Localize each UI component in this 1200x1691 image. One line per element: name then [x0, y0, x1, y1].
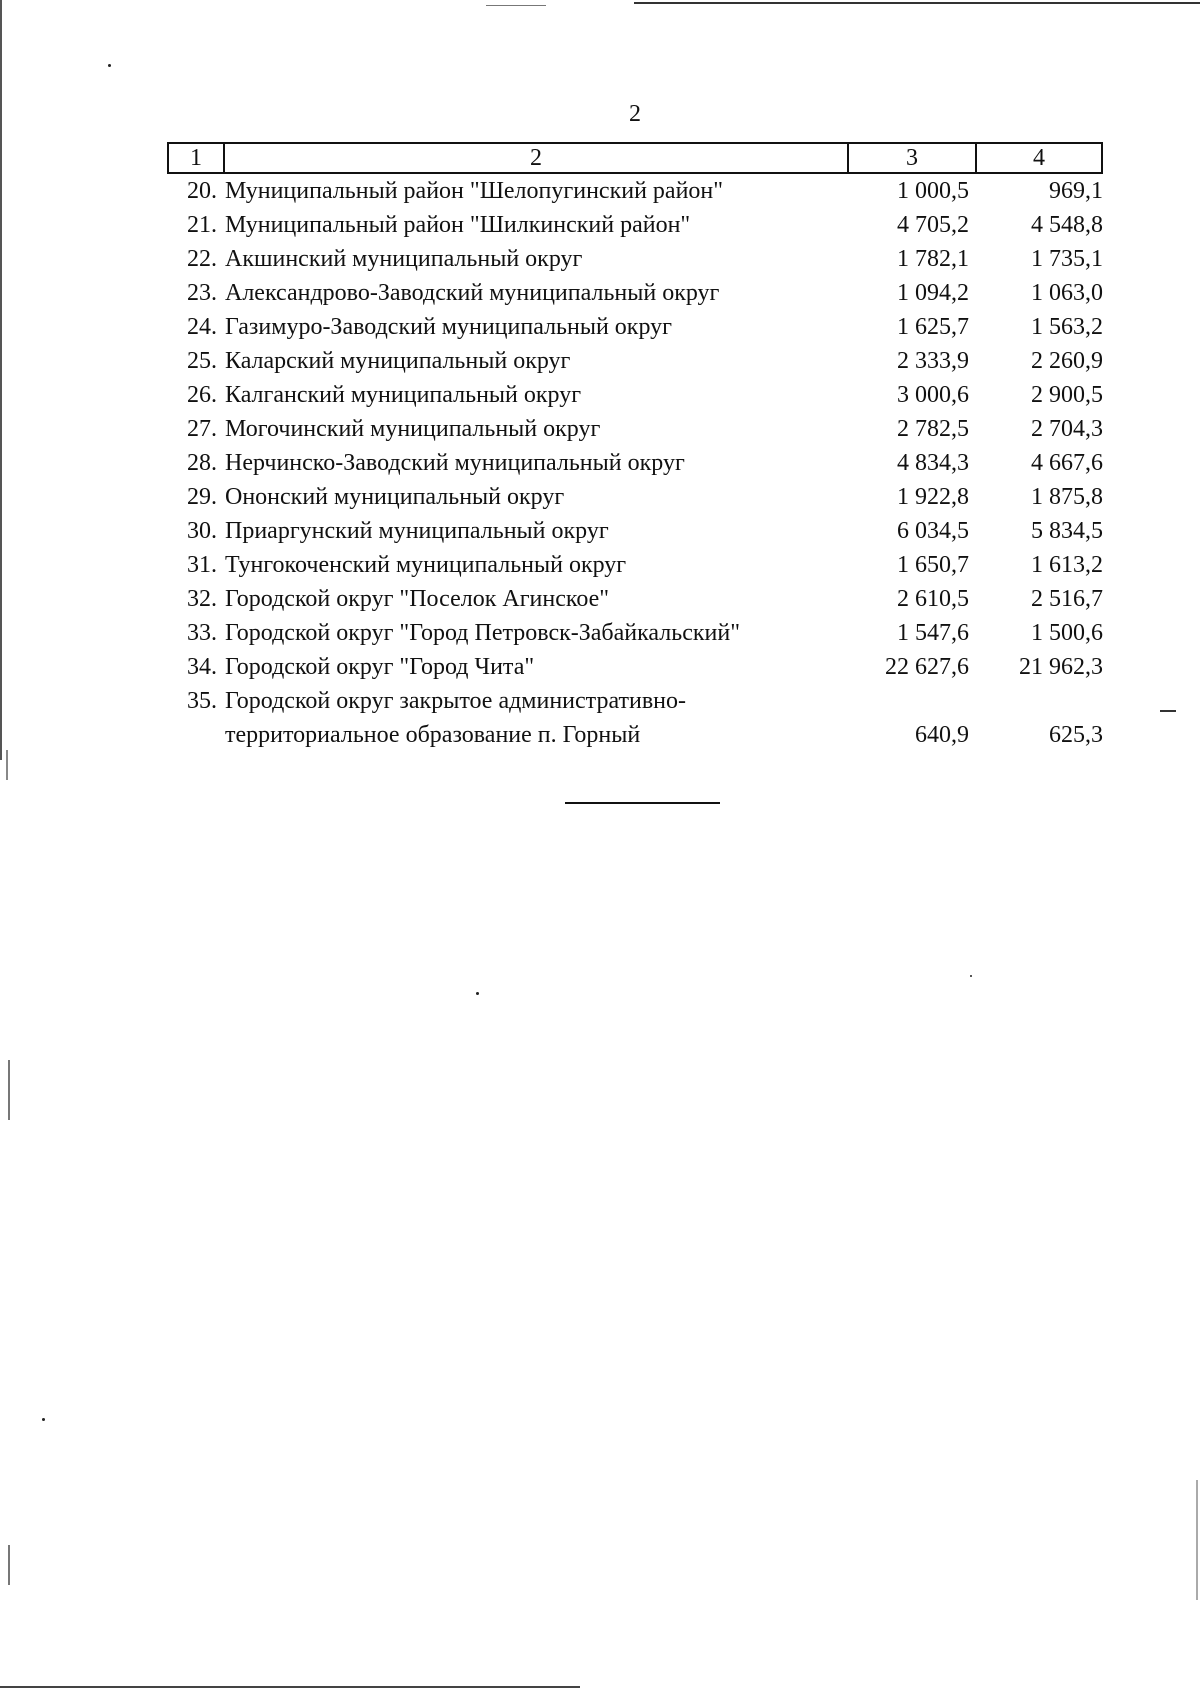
municipality-name: Муниципальный район "Шилкинский район" — [225, 212, 691, 238]
row-number: 30. — [187, 518, 217, 544]
value-column-3: 3 000,6 — [897, 382, 969, 408]
municipality-name: Газимуро-Заводский муниципальный округ — [225, 314, 672, 340]
scan-edge-line — [8, 1545, 10, 1585]
value-column-3: 2 782,5 — [897, 416, 969, 442]
table-header — [167, 142, 1103, 174]
table-row — [167, 242, 1103, 276]
row-number: 20. — [187, 178, 217, 204]
table-row — [167, 378, 1103, 412]
value-column-3: 2 610,5 — [897, 586, 969, 612]
value-column-4: 21 962,3 — [1019, 654, 1103, 680]
scan-speck — [42, 1418, 45, 1421]
page-number: 2 — [629, 101, 641, 127]
column-header-1: 1 — [169, 144, 225, 172]
table-row — [167, 514, 1103, 548]
value-column-3: 1 094,2 — [897, 280, 969, 306]
scan-speck — [970, 975, 972, 977]
table-row — [167, 174, 1103, 208]
value-column-4: 4 548,8 — [1031, 212, 1103, 238]
row-number: 32. — [187, 586, 217, 612]
row-number: 29. — [187, 484, 217, 510]
value-column-4: 1 563,2 — [1031, 314, 1103, 340]
value-column-3: 4 834,3 — [897, 450, 969, 476]
municipality-name: Ононский муниципальный округ — [225, 484, 565, 510]
scan-edge-line — [634, 2, 1200, 4]
row-number: 24. — [187, 314, 217, 340]
value-column-4: 5 834,5 — [1031, 518, 1103, 544]
table-row — [167, 412, 1103, 446]
value-column-3: 4 705,2 — [897, 212, 969, 238]
value-column-3: 1 782,1 — [897, 246, 969, 272]
value-column-4: 2 704,3 — [1031, 416, 1103, 442]
value-column-3: 1 547,6 — [897, 620, 969, 646]
value-column-4: 2 260,9 — [1031, 348, 1103, 374]
table-row — [167, 548, 1103, 582]
column-header-4: 4 — [1033, 145, 1045, 171]
value-column-4: 1 500,6 — [1031, 620, 1103, 646]
row-number: 35. — [187, 688, 217, 714]
value-column-4: 1 875,8 — [1031, 484, 1103, 510]
table-row — [167, 582, 1103, 616]
table-row — [167, 480, 1103, 514]
municipality-name: Каларский муниципальный округ — [225, 348, 571, 374]
row-number: 28. — [187, 450, 217, 476]
municipality-name: Александрово-Заводский муниципальный округ — [225, 280, 720, 306]
row-number: 21. — [187, 212, 217, 238]
value-column-4: 1 063,0 — [1031, 280, 1103, 306]
value-column-3: 1 625,7 — [897, 314, 969, 340]
row-number: 34. — [187, 654, 217, 680]
value-column-4: 1 613,2 — [1031, 552, 1103, 578]
row-number: 25. — [187, 348, 217, 374]
column-header-2: 2 — [225, 144, 849, 172]
value-column-4: 625,3 — [1049, 722, 1103, 748]
scan-edge-line — [1196, 1480, 1198, 1600]
value-column-3: 1 650,7 — [897, 552, 969, 578]
value-column-3: 2 333,9 — [897, 348, 969, 374]
value-column-4: 1 735,1 — [1031, 246, 1103, 272]
table-body — [167, 174, 1103, 752]
row-number: 33. — [187, 620, 217, 646]
municipality-name: Городской округ "Город Петровск-Забайкальский" — [225, 620, 741, 646]
municipality-name: Могочинский муниципальный округ — [225, 416, 601, 442]
scan-edge-line — [0, 0, 2, 760]
row-number: 31. — [187, 552, 217, 578]
value-column-3: 6 034,5 — [897, 518, 969, 544]
scan-edge-line — [6, 750, 8, 780]
table-row — [167, 616, 1103, 650]
row-number: 26. — [187, 382, 217, 408]
municipality-name: Муниципальный район "Шелопугинский район" — [225, 178, 724, 204]
municipality-name: Городской округ "Город Чита" — [225, 654, 535, 680]
value-column-4: 4 667,6 — [1031, 450, 1103, 476]
table-row — [167, 276, 1103, 310]
value-column-3: 22 627,6 — [885, 654, 969, 680]
scan-speck — [476, 992, 479, 995]
municipality-name: Приаргунский муниципальный округ — [225, 518, 609, 544]
table-row — [167, 208, 1103, 242]
value-column-4: 2 516,7 — [1031, 586, 1103, 612]
value-column-3: 640,9 — [915, 722, 969, 748]
value-column-3: 1 000,5 — [897, 178, 969, 204]
end-of-table-rule — [565, 802, 720, 804]
scan-speck — [108, 64, 111, 67]
scan-edge-line — [8, 1060, 10, 1120]
municipality-name: Тунгокоченский муниципальный округ — [225, 552, 627, 578]
scan-edge-line — [1160, 710, 1176, 712]
municipality-name: Калганский муниципальный округ — [225, 382, 582, 408]
table-row — [167, 446, 1103, 480]
municipality-name: Акшинский муниципальный округ — [225, 246, 583, 272]
row-number: 22. — [187, 246, 217, 272]
scan-edge-line — [486, 5, 546, 6]
value-column-3: 1 922,8 — [897, 484, 969, 510]
row-number: 23. — [187, 280, 217, 306]
municipality-name: Городской округ закрытое административно- территориальное образование п. Горный — [225, 688, 686, 748]
table-row — [167, 684, 1103, 752]
row-number: 27. — [187, 416, 217, 442]
scan-edge-line — [0, 1686, 580, 1688]
municipality-name: Нерчинско-Заводский муниципальный округ — [225, 450, 685, 476]
municipality-name: Городской округ "Поселок Агинское" — [225, 586, 610, 612]
table-row — [167, 310, 1103, 344]
table-row — [167, 650, 1103, 684]
column-header-3: 3 — [849, 144, 977, 172]
table-row — [167, 344, 1103, 378]
value-column-4: 969,1 — [1049, 178, 1103, 204]
value-column-4: 2 900,5 — [1031, 382, 1103, 408]
